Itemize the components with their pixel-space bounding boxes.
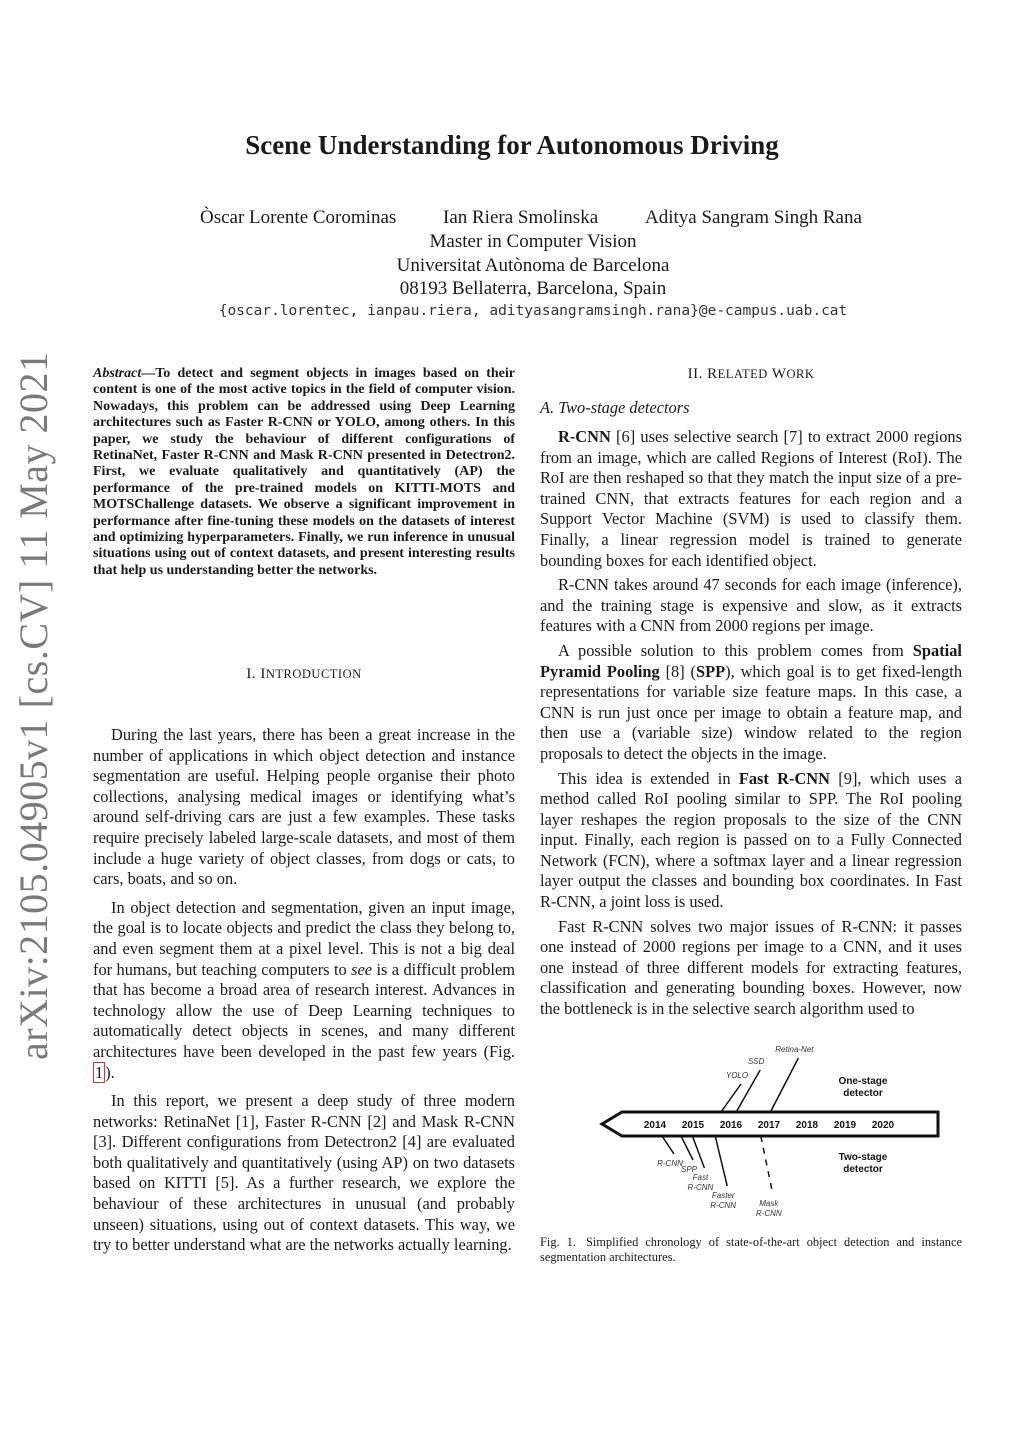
figure-1-timeline xyxy=(540,1040,962,1230)
abstract-label: Abstract xyxy=(93,366,142,381)
rw-paragraph-1: R-CNN [6] uses selective search [7] to extract 2000 regions from an image, which are called Regions of Interest (RoI). The RoI are then reshaped so that they match the input size of a pre-trained CNN, that extracts features for each region and a Support Vector Machine (SVM) is used to classify them. Finally, a linear regression model is trained to generate bounding boxes for each identified object. xyxy=(540,427,962,570)
year-label-2014: 2014 xyxy=(643,1120,667,1131)
two-stage-label: Two-stage xyxy=(838,1152,888,1163)
one-stage-label: One-stage xyxy=(838,1076,888,1087)
model-label-retina-net: Retina-Net xyxy=(775,1045,814,1054)
affiliation-university: Universitat Autònoma de Barcelona xyxy=(396,255,670,276)
model-label-r-cnn: R-CNN xyxy=(687,1183,714,1192)
author-1: Òscar Lorente Corominas xyxy=(200,207,397,228)
author-emails: {oscar.lorentec, ianpau.riera, adityasangramsingh.rana}@e-campus.uab.cat xyxy=(218,303,848,319)
section-heading-related-work: II. RELATED WORK xyxy=(687,366,815,382)
two-stage-tick-1 xyxy=(681,1136,693,1160)
author-3: Aditya Sangram Singh Rana xyxy=(645,207,862,228)
model-label-yolo: YOLO xyxy=(725,1071,749,1080)
year-label-2019: 2019 xyxy=(833,1120,857,1131)
figure-1-caption: Fig. 1. Simplified chronology of state-of-the-art object detection and instance segmentation architectures. xyxy=(540,1235,962,1264)
rw-paragraph-3: A possible solution to this problem comes from Spatial Pyramid Pooling [8] (SPP), which goal is to get fixed-length representations for variable size feature maps. In this case, a CNN is run just once per image to obtain a feature map, and then use a (variable size) window related to the region proposals to detect the objects in the image. xyxy=(540,640,963,763)
arxiv-identifier: arXiv:2105.04905v1 [cs.CV] 11 May 2021 xyxy=(11,351,56,1060)
intro-paragraph-3: In this report, we present a deep study of three modern networks: RetinaNet [1], Faster R-CNN [2] and Mask R-CNN [3]. Different configurations from Detectron2 [4] are evaluated both qualitatively and quantitatively (using AP) on two datasets based on KITTI [5]. As a further research, we explore the behaviour of these architectures in unusual (and probably unseen) situations, using out of context datasets. This way, we try to better understand what are the networks actually learning. xyxy=(93,1091,515,1255)
model-label-r-cnn: R-CNN xyxy=(710,1201,737,1210)
model-label-ssd: SSD xyxy=(747,1057,765,1066)
abstract-dash: — xyxy=(141,366,156,381)
section-heading-introduction: I. INTRODUCTION xyxy=(246,666,362,682)
model-label-spp: SPP xyxy=(680,1165,698,1174)
paper-title: Scene Understanding for Autonomous Driving xyxy=(245,130,779,160)
year-label-2017: 2017 xyxy=(757,1120,781,1131)
two-stage-tick-4 xyxy=(761,1136,773,1194)
model-label-r-cnn: R-CNN xyxy=(755,1209,782,1218)
abstract xyxy=(93,366,515,579)
intro-paragraph-1: During the last years, there has been a great increase in the number of applications in which object detection and instance segmentation are useful. Helping people organise their photo collections, analysing medical images or identifying what’s around self-driving cars are just a few examples. These tasks require precisely labeled large-scale datasets, and most of them include a huge variety of object classes, from dogs or cats, to cars, boats, and so on. xyxy=(93,725,515,889)
model-label-mask: Mask xyxy=(759,1199,779,1208)
model-label-r-cnn: R-CNN xyxy=(657,1159,683,1168)
one-stage-label: detector xyxy=(843,1088,883,1099)
abstract-text: To detect and segment objects in images based on their content is one of the most active topics in the field of computer vision. Nowadays, this problem can be addressed using Deep Learning architectures such as Faster R-CNN or YOLO, among others. In this paper, we study the behaviour of different configurations of RetinaNet, Faster R-CNN and Mask R-CNN presented in Detectron2. First, we evaluate qualitatively and quantitatively (AP) the performance of the pre-trained models on KITTI-MOTS and MOTSChallenge datasets. We observe a significant improvement in performance after fine-tuning these models on the datasets of interest and optimizing hyperparameters. Finally, we run inference in unusual situations using out of context datasets, and present interesting results that help us understanding better the networks. xyxy=(93,366,515,578)
affiliation-address: 08193 Bellaterra, Barcelona, Spain xyxy=(399,278,667,299)
intro-paragraph-2: In object detection and segmentation, given an input image, the goal is to locate objects and predict the class they belong to, and even segment them at a pixel level. This is not a big deal for humans, but teaching computers to see is a difficult problem that has become a broad area of research interest. Advances in technology allow the use of Deep Learning techniques to automatically detect objects in scenes, and many different architectures have been developed in the past few years (Fig. 1 ). xyxy=(93,897,515,1082)
year-label-2015: 2015 xyxy=(681,1120,705,1131)
subsection-heading-two-stage: A. Two-stage detectors xyxy=(540,398,690,417)
two-stage-tick-3 xyxy=(715,1136,727,1186)
one-stage-tick-2 xyxy=(770,1058,798,1112)
year-label-2020: 2020 xyxy=(871,1120,895,1131)
introduction-body xyxy=(93,725,515,1264)
two-stage-tick-0 xyxy=(662,1136,674,1154)
year-label-2016: 2016 xyxy=(719,1120,743,1131)
rw-paragraph-4: This idea is extended in Fast R-CNN [9], which uses a method called RoI pooling similar to SPP. The RoI pooling layer reshapes the region proposals to the size of the CNN input. Finally, each region is passed on to a Fully Connected Network (FCN), where a softmax layer and a linear regression layer output the classes and bounding box coordinates. In Fast R-CNN, a joint loss is used. xyxy=(540,768,962,912)
model-label-fast: Fast xyxy=(692,1173,709,1182)
figure-1-link[interactable]: 1 xyxy=(95,1062,104,1082)
model-label-faster: Faster xyxy=(711,1191,735,1200)
related-work-body xyxy=(540,427,962,1024)
rw-paragraph-2: R-CNN takes around 47 seconds for each image (inference), and the training stage is expensive and slow, as it extracts features with a CNN from 2000 regions per image. xyxy=(540,575,962,636)
two-stage-label: detector xyxy=(843,1164,883,1175)
affiliation-program: Master in Computer Vision xyxy=(429,231,637,252)
two-stage-tick-2 xyxy=(692,1136,704,1168)
author-2: Ian Riera Smolinska xyxy=(443,207,599,228)
year-label-2018: 2018 xyxy=(795,1120,819,1131)
rw-paragraph-5: Fast R-CNN solves two major issues of R-CNN: it passes one instead of 2000 regions per image to a CNN, and it uses one instead of three different models for extracting features, classification and generating bounding boxes. However, now the bottleneck is in the selective search algorithm used to xyxy=(540,916,962,1019)
